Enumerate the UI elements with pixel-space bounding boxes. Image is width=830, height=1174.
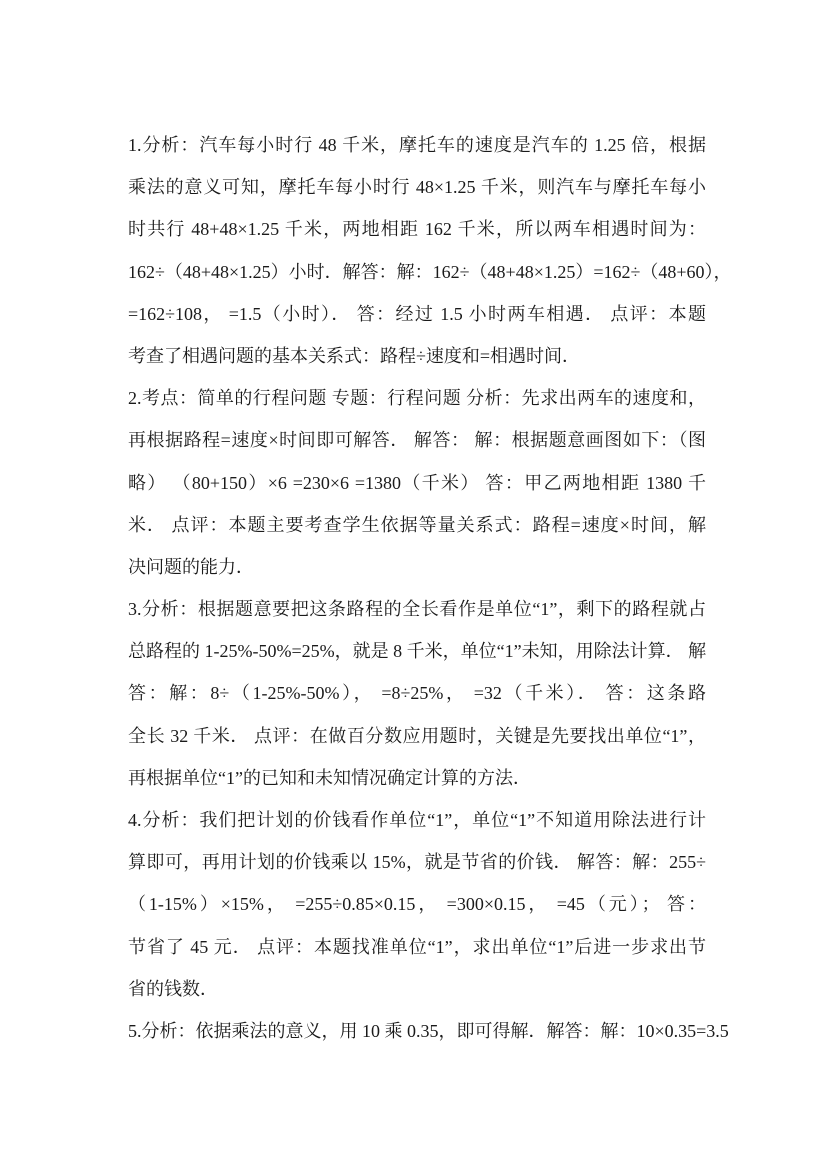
text-line: 2.考点：简单的行程问题 专题：行程问题 分析：先求出两车的速度和，: [128, 388, 706, 409]
text-line: 算即可，再用计划的价钱乘以 15%，就是节省的价钱． 解答：解：255÷: [128, 852, 706, 873]
text-line: （1-15%）×15%， =255÷0.85×0.15， =300×0.15， =45（元）； 答：: [128, 894, 706, 915]
text-line: 1.分析：汽车每小时行 48 千米，摩托车的速度是汽车的 1.25 倍，根据: [128, 135, 706, 155]
text-line: 答：解：8÷（1-25%-50%）， =8÷25%， =32（千米）． 答：这条路: [128, 683, 706, 704]
text-line: 节省了 45 元． 点评：本题找准单位“1”，求出单位“1”后进一步求出节: [128, 936, 706, 957]
text-line: 全长 32 千米． 点评：在做百分数应用题时，关键是先要找出单位“1”，: [128, 725, 706, 746]
text-line: 总路程的 1-25%-50%=25%，就是 8 千米，单位“1”未知，用除法计算． 解: [128, 641, 707, 662]
text-line: 162÷（48+48×1.25）小时．解答：解：162÷（48+48×1.25）=162÷（48+60），: [128, 261, 732, 282]
paragraph-4: [128, 799, 706, 1010]
text-line: 考查了相遇问题的基本关系式：路程÷速度和=相遇时间．: [128, 345, 581, 366]
text-line: 乘法的意义可知，摩托车每小时行 48×1.25 千米，则汽车与摩托车每小: [128, 177, 706, 198]
document-page: [128, 124, 732, 1052]
text-line: 省的钱数．: [128, 978, 218, 999]
paragraph-2: [128, 377, 706, 588]
paragraph-1: [128, 124, 732, 377]
text-line: 再根据路程=速度×时间即可解答． 解答： 解：根据题意画图如下：（图: [128, 430, 706, 451]
text-line: 4.分析：我们把计划的价钱看作单位“1”，单位“1”不知道用除法进行计: [128, 810, 706, 830]
text-line: 略） （80+150）×6 =230×6 =1380（千米） 答：甲乙两地相距 1380 千: [128, 472, 706, 493]
text-line: 5.分析：依据乘法的意义，用 10 乘 0.35，即可得解．解答：解：10×0.35=3.5: [128, 1020, 729, 1041]
text-line: 3.分析：根据题意要把这条路程的全长看作是单位“1”，剩下的路程就占: [128, 599, 706, 620]
text-line: =162÷108， =1.5（小时）． 答：经过 1.5 小时两车相遇． 点评：本题: [128, 303, 706, 324]
text-line: 再根据单位“1”的已知和未知情况确定计算的方法．: [128, 767, 531, 788]
text-line: 时共行 48+48×1.25 千米，两地相距 162 千米，所以两车相遇时间为：: [128, 219, 706, 240]
paragraph-3: [128, 588, 706, 799]
paragraph-5: [128, 1010, 729, 1052]
text-line: 米． 点评：本题主要考查学生依据等量关系式：路程=速度×时间，解: [128, 514, 706, 535]
text-line: 决问题的能力．: [128, 556, 254, 577]
